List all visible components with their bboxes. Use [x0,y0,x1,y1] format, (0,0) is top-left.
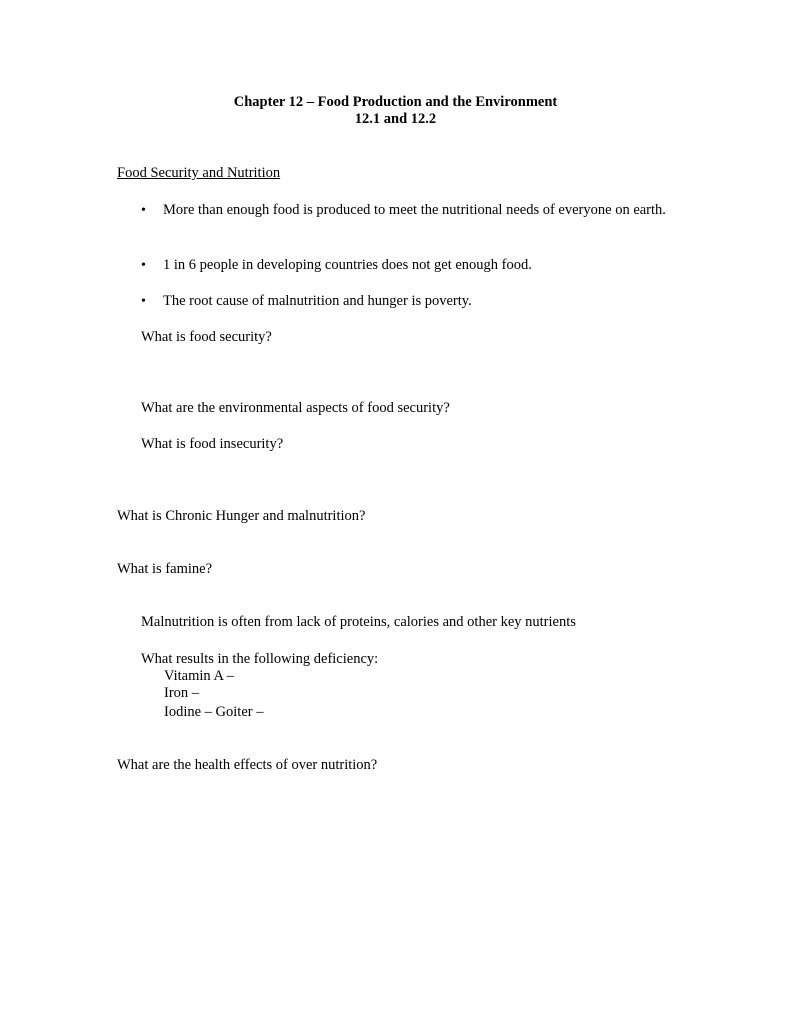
bullet-symbol: • [141,294,146,309]
bullet-text: 1 in 6 people in developing countries does not get enough food. [163,257,532,273]
section-heading: Food Security and Nutrition [117,165,281,181]
bullet-symbol: • [141,203,146,218]
question-environmental-aspects: What are the environmental aspects of food security? [141,400,450,416]
question-chronic-hunger: What is Chronic Hunger and malnutrition? [117,508,366,524]
question-over-nutrition: What are the health effects of over nutrition? [117,757,378,773]
deficiency-vitamin-a: Vitamin A – [164,668,235,684]
deficiency-iron: Iron – [164,685,200,701]
deficiency-iodine: Iodine – Goiter – [164,704,264,720]
question-food-insecurity: What is food insecurity? [141,436,284,452]
page-subtitle: 12.1 and 12.2 [354,111,437,127]
question-food-security: What is food security? [141,329,272,345]
malnutrition-note: Malnutrition is often from lack of proteins, calories and other key nutrients [141,614,576,630]
question-famine: What is famine? [117,561,213,577]
bullet-symbol: • [141,258,146,273]
deficiency-prompt: What results in the following deficiency: [141,651,379,667]
bullet-text: The root cause of malnutrition and hunger is poverty. [163,293,472,309]
bullet-text: More than enough food is produced to meet the nutritional needs of everyone on earth. [163,202,666,218]
page-title: Chapter 12 – Food Production and the Environment [233,94,558,110]
